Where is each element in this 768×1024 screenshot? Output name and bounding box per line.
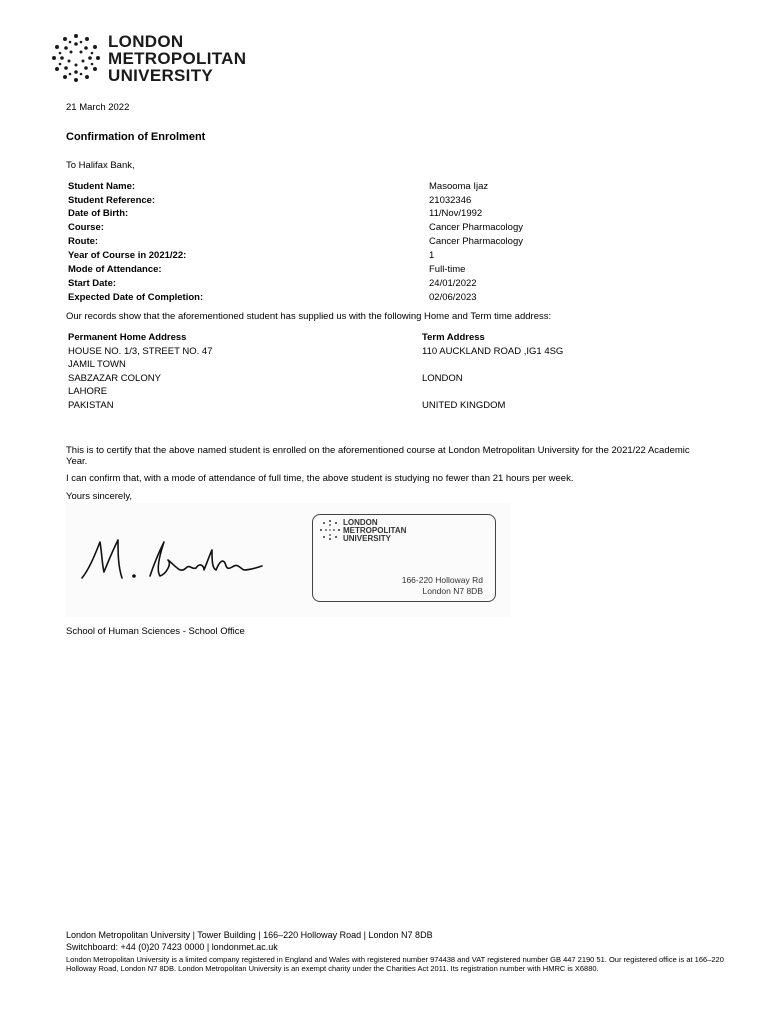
logo-wordmark: [108, 33, 246, 84]
home-address-line: PAKISTAN: [68, 400, 114, 411]
detail-value: Cancer Pharmacology: [429, 222, 523, 233]
confirmation-paragraph: I can confirm that, with a mode of attendance of full time, the above student is studying no fewer than 21 hours per week.: [66, 473, 574, 484]
home-address-line: LAHORE: [68, 386, 108, 397]
detail-value: 11/Nov/1992: [429, 208, 483, 219]
certification-paragraph: This is to certify that the above named student is enrolled on the aforementioned course at London Metropolitan University for the 2021/22 Academic Year.: [66, 445, 690, 467]
signature-image: [76, 530, 266, 586]
detail-value: 1: [429, 250, 435, 261]
stamp-line: UNIVERSITY: [343, 534, 392, 543]
detail-value: Masooma Ijaz: [429, 181, 489, 192]
stamp-logo-icon: [319, 519, 341, 541]
school-office: School of Human Sciences - School Office: [66, 626, 245, 637]
stamp-line: METROPOLITAN: [343, 526, 407, 535]
logo-dots-icon: [50, 32, 102, 84]
logo-line: METROPOLITAN: [108, 49, 247, 68]
home-address-line: JAMIL TOWN: [68, 359, 126, 370]
detail-label: Year of Course in 2021/22:: [68, 250, 187, 261]
term-address-line: 110 AUCKLAND ROAD ,IG1 4SG: [422, 346, 564, 357]
term-address-line: LONDON: [422, 373, 463, 384]
detail-label: Expected Date of Completion:: [68, 292, 204, 303]
letter-title: Confirmation of Enrolment: [66, 131, 206, 143]
stamp-address-line: 166-220 Holloway Rd: [401, 575, 483, 585]
footer-contact: Switchboard: +44 (0)20 7423 0000 | londonmet.ac.uk: [66, 942, 278, 952]
detail-label: Student Name:: [68, 181, 136, 192]
home-address-line: HOUSE NO. 1/3, STREET NO. 47: [68, 346, 213, 357]
footer-address: London Metropolitan University | Tower Building | 166–220 Holloway Road | London N7 8DB: [66, 930, 433, 940]
logo-line: UNIVERSITY: [108, 66, 214, 85]
university-stamp: [312, 514, 496, 602]
home-address-line: SABZAZAR COLONY: [68, 373, 161, 384]
stamp-line: LONDON: [343, 518, 378, 527]
footer-legal: London Metropolitan University is a limited company registered in England and Wales with registered number 974438 and VAT registered number GB 447 2190 51. Our registered office is at 166–220 Holloway Road, London N7 8DB. London Metropolitan University is an exempt charity under the Charities Act 2011. Its registration number with HMRC is X6880.: [66, 955, 724, 973]
detail-label: Route:: [68, 236, 99, 247]
salutation: To Halifax Bank,: [66, 160, 135, 171]
logo-line: LONDON: [108, 32, 184, 51]
detail-value: 02/06/2023: [429, 292, 477, 303]
stamp-address-line: London N7 8DB: [422, 586, 483, 596]
detail-label: Student Reference:: [68, 195, 156, 206]
closing: Yours sincerely,: [66, 491, 133, 502]
detail-label: Mode of Attendance:: [68, 264, 162, 275]
detail-value: Full-time: [429, 264, 466, 275]
records-statement: Our records show that the aforementioned student has supplied us with the following Home and Term time address:: [66, 311, 552, 322]
detail-value: 24/01/2022: [429, 278, 477, 289]
detail-value: 21032346: [429, 195, 472, 206]
detail-label: Date of Birth:: [68, 208, 129, 219]
home-address-heading: Permanent Home Address: [68, 332, 187, 343]
detail-label: Course:: [68, 222, 104, 233]
term-address-heading: Term Address: [422, 332, 485, 343]
university-logo: [50, 30, 260, 90]
detail-value: Cancer Pharmacology: [429, 236, 523, 247]
stamp-address: [402, 575, 483, 597]
term-address-line: UNITED KINGDOM: [422, 400, 506, 411]
letter-date: 21 March 2022: [66, 102, 130, 113]
stamp-wordmark: [343, 519, 406, 543]
detail-label: Start Date:: [68, 278, 117, 289]
